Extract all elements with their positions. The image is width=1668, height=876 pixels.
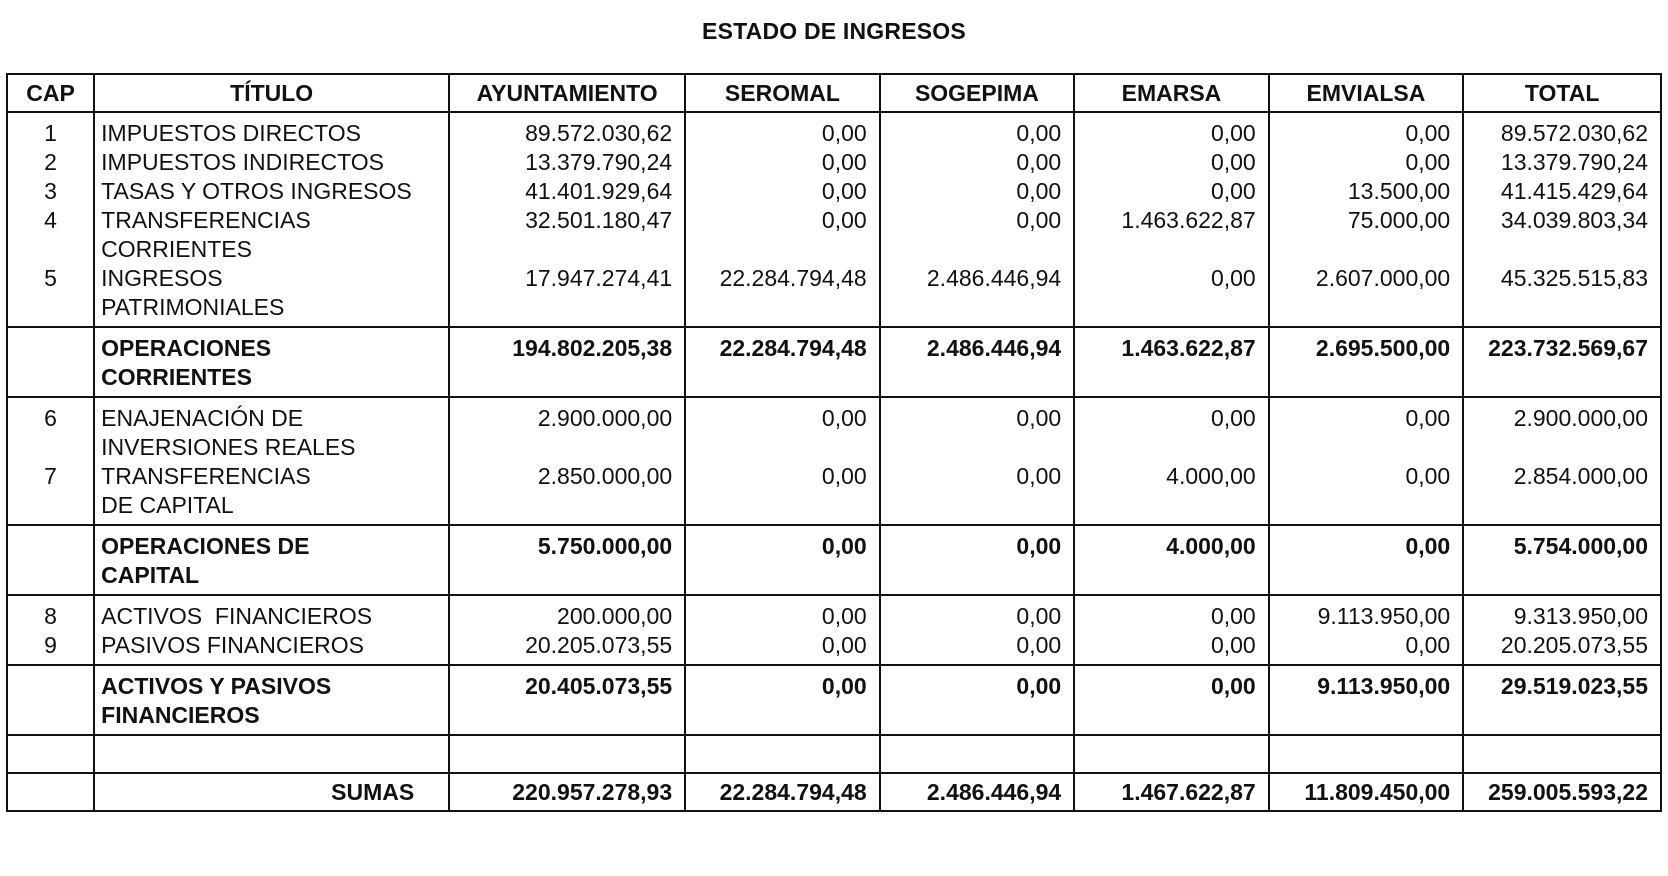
cap-cell: 5 xyxy=(7,264,94,327)
value-cell: 1.463.622,87 xyxy=(1074,206,1269,264)
value-cell: 0,00 xyxy=(880,462,1075,525)
value-cell: 22.284.794,48 xyxy=(685,264,880,327)
value-cell: 0,00 xyxy=(685,595,880,631)
titulo-cell: ENAJENACIÓN DE INVERSIONES REALES xyxy=(94,397,449,462)
value-cell: 200.000,00 xyxy=(449,595,685,631)
value-cell: 0,00 xyxy=(685,148,880,177)
value-cell: 194.802.205,38 xyxy=(449,327,685,397)
titulo-cell: OPERACIONES DE CAPITAL xyxy=(94,525,449,595)
value-cell: 9.113.950,00 xyxy=(1269,665,1464,735)
empty-cell xyxy=(1463,735,1661,773)
value-cell: 0,00 xyxy=(1269,397,1464,462)
total-value: 1.467.622,87 xyxy=(1074,773,1269,811)
value-cell: 0,00 xyxy=(880,631,1075,665)
cap-cell: 2 xyxy=(7,148,94,177)
subtotal-row xyxy=(7,327,1661,397)
value-cell: 20.405.073,55 xyxy=(449,665,685,735)
value-cell: 29.519.023,55 xyxy=(1463,665,1661,735)
value-cell: 41.415.429,64 xyxy=(1463,177,1661,206)
value-cell: 9.113.950,00 xyxy=(1269,595,1464,631)
value-cell: 0,00 xyxy=(685,525,880,595)
value-cell: 13.500,00 xyxy=(1269,177,1464,206)
value-cell: 0,00 xyxy=(1074,112,1269,148)
value-cell: 0,00 xyxy=(1074,631,1269,665)
value-cell: 0,00 xyxy=(1074,397,1269,462)
cap-cell: 8 xyxy=(7,595,94,631)
value-cell: 0,00 xyxy=(1074,665,1269,735)
page-title: ESTADO DE INGRESOS xyxy=(702,18,966,44)
value-cell: 1.463.622,87 xyxy=(1074,327,1269,397)
value-cell: 41.401.929,64 xyxy=(449,177,685,206)
table-row xyxy=(7,148,1661,177)
value-cell: 0,00 xyxy=(880,595,1075,631)
value-cell: 0,00 xyxy=(880,112,1075,148)
value-cell: 2.850.000,00 xyxy=(449,462,685,525)
subtotal-row xyxy=(7,525,1661,595)
value-cell: 17.947.274,41 xyxy=(449,264,685,327)
total-value: 220.957.278,93 xyxy=(449,773,685,811)
empty-cell xyxy=(880,735,1075,773)
cap-cell: 3 xyxy=(7,177,94,206)
value-cell: 13.379.790,24 xyxy=(449,148,685,177)
value-cell: 0,00 xyxy=(1074,148,1269,177)
empty-cell xyxy=(449,735,685,773)
value-cell: 22.284.794,48 xyxy=(685,327,880,397)
empty-cell xyxy=(7,735,94,773)
value-cell: 0,00 xyxy=(1269,525,1464,595)
value-cell: 89.572.030,62 xyxy=(1463,112,1661,148)
value-cell: 0,00 xyxy=(880,148,1075,177)
empty-cell xyxy=(7,773,94,811)
value-cell: 0,00 xyxy=(880,397,1075,462)
value-cell: 2.486.446,94 xyxy=(880,264,1075,327)
value-cell: 0,00 xyxy=(1269,631,1464,665)
table-row xyxy=(7,112,1661,148)
header-emarsa: EMARSA xyxy=(1074,74,1269,112)
value-cell: 0,00 xyxy=(1074,264,1269,327)
titulo-cell: ACTIVOS FINANCIEROS xyxy=(94,595,449,631)
header-ayuntamiento: AYUNTAMIENTO xyxy=(449,74,685,112)
value-cell: 0,00 xyxy=(880,177,1075,206)
value-cell: 34.039.803,34 xyxy=(1463,206,1661,264)
total-value: 11.809.450,00 xyxy=(1269,773,1464,811)
value-cell: 2.486.446,94 xyxy=(880,327,1075,397)
total-value: 259.005.593,22 xyxy=(1463,773,1661,811)
value-cell: 32.501.180,47 xyxy=(449,206,685,264)
value-cell: 9.313.950,00 xyxy=(1463,595,1661,631)
titulo-cell: IMPUESTOS INDIRECTOS xyxy=(94,148,449,177)
titulo-cell: PASIVOS FINANCIEROS xyxy=(94,631,449,665)
cap-cell: 7 xyxy=(7,462,94,525)
value-cell: 20.205.073,55 xyxy=(449,631,685,665)
table-row xyxy=(7,177,1661,206)
table-row xyxy=(7,264,1661,327)
value-cell: 4.000,00 xyxy=(1074,525,1269,595)
value-cell: 0,00 xyxy=(685,631,880,665)
table-row xyxy=(7,631,1661,665)
titulo-cell: TASAS Y OTROS INGRESOS xyxy=(94,177,449,206)
subtotal-row xyxy=(7,665,1661,735)
cap-cell: 4 xyxy=(7,206,94,264)
value-cell: 0,00 xyxy=(1074,595,1269,631)
value-cell: 223.732.569,67 xyxy=(1463,327,1661,397)
value-cell: 75.000,00 xyxy=(1269,206,1464,264)
header-titulo: TÍTULO xyxy=(94,74,449,112)
empty-cell xyxy=(1074,735,1269,773)
total-value: 2.486.446,94 xyxy=(880,773,1075,811)
header-seromal: SEROMAL xyxy=(685,74,880,112)
titulo-cell: TRANSFERENCIAS CORRIENTES xyxy=(94,206,449,264)
header-total: TOTAL xyxy=(1463,74,1661,112)
total-value: 22.284.794,48 xyxy=(685,773,880,811)
value-cell: 2.695.500,00 xyxy=(1269,327,1464,397)
value-cell: 2.607.000,00 xyxy=(1269,264,1464,327)
empty-cell xyxy=(685,735,880,773)
table-row xyxy=(7,397,1661,462)
value-cell: 0,00 xyxy=(880,206,1075,264)
titulo-cell: TRANSFERENCIAS DE CAPITAL xyxy=(94,462,449,525)
value-cell: 0,00 xyxy=(685,206,880,264)
blank-row xyxy=(7,735,1661,773)
value-cell: 0,00 xyxy=(880,525,1075,595)
value-cell: 5.750.000,00 xyxy=(449,525,685,595)
empty-cell xyxy=(1269,735,1464,773)
value-cell: 2.900.000,00 xyxy=(449,397,685,462)
table-row xyxy=(7,462,1661,525)
titulo-cell: INGRESOS PATRIMONIALES xyxy=(94,264,449,327)
cap-cell: 9 xyxy=(7,631,94,665)
value-cell: 13.379.790,24 xyxy=(1463,148,1661,177)
value-cell: 0,00 xyxy=(685,462,880,525)
value-cell: 0,00 xyxy=(1074,177,1269,206)
value-cell: 0,00 xyxy=(880,665,1075,735)
cap-cell: 1 xyxy=(7,112,94,148)
total-label: SUMAS xyxy=(94,773,449,811)
value-cell: 0,00 xyxy=(685,397,880,462)
header-cap: CAP xyxy=(7,74,94,112)
titulo-cell: OPERACIONES CORRIENTES xyxy=(94,327,449,397)
empty-cell xyxy=(94,735,449,773)
value-cell: 0,00 xyxy=(685,112,880,148)
total-row xyxy=(7,773,1661,811)
value-cell: 2.900.000,00 xyxy=(1463,397,1661,462)
value-cell: 0,00 xyxy=(1269,462,1464,525)
cap-cell xyxy=(7,525,94,595)
value-cell: 0,00 xyxy=(1269,148,1464,177)
header-sogepima: SOGEPIMA xyxy=(880,74,1075,112)
income-table xyxy=(6,73,1662,812)
table-row xyxy=(7,206,1661,264)
value-cell: 4.000,00 xyxy=(1074,462,1269,525)
cap-cell: 6 xyxy=(7,397,94,462)
value-cell: 0,00 xyxy=(685,177,880,206)
value-cell: 20.205.073,55 xyxy=(1463,631,1661,665)
titulo-cell: IMPUESTOS DIRECTOS xyxy=(94,112,449,148)
value-cell: 5.754.000,00 xyxy=(1463,525,1661,595)
header-emvialsa: EMVIALSA xyxy=(1269,74,1464,112)
titulo-cell: ACTIVOS Y PASIVOS FINANCIEROS xyxy=(94,665,449,735)
value-cell: 89.572.030,62 xyxy=(449,112,685,148)
cap-cell xyxy=(7,665,94,735)
value-cell: 45.325.515,83 xyxy=(1463,264,1661,327)
header-row xyxy=(7,74,1661,112)
value-cell: 2.854.000,00 xyxy=(1463,462,1661,525)
value-cell: 0,00 xyxy=(685,665,880,735)
table-row xyxy=(7,595,1661,631)
value-cell: 0,00 xyxy=(1269,112,1464,148)
cap-cell xyxy=(7,327,94,397)
